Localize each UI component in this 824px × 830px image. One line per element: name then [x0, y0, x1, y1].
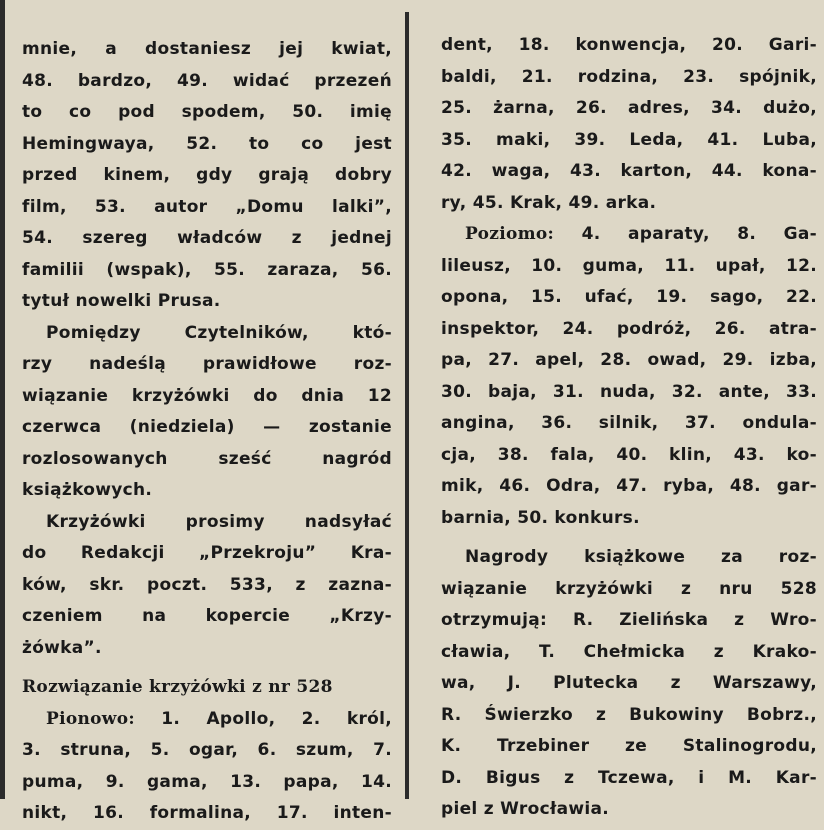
vertical-first-rest: 1. Apollo, 2. król, [161, 708, 392, 729]
solution-line: 42. waga, 43. karton, 44. kona- [441, 161, 817, 181]
prize-line: K. Trzebiner ze Stalinogrodu, [441, 736, 817, 756]
solution-line: 3. struna, 5. ogar, 6. szum, 7. [22, 740, 392, 760]
clue-line: przed kinem, gdy grają dobry [22, 165, 392, 185]
left-column [22, 0, 392, 830]
mailing-line: żówka”. [22, 637, 102, 658]
clue-line: tytuł nowelki Prusa. [22, 291, 221, 311]
clue-line: familii (wspak), 55. zaraza, 56. [22, 259, 392, 280]
mailing-line: Krzyżówki prosimy nadsyłać [46, 511, 392, 532]
mailing-line: ków, skr. poczt. 533, z zazna- [22, 574, 392, 595]
solution-line: puma, 9. gama, 13. papa, 14. [22, 771, 392, 792]
solution-line: 35. maki, 39. Leda, 41. Luba, [441, 129, 817, 150]
contest-line: rzy nadeślą prawidłowe roz- [22, 354, 392, 374]
prize-line: R. Świerzko z Bukowiny Bobrz., [441, 704, 817, 725]
horizontal-label: Poziomo: [465, 224, 555, 244]
mailing-line: do Redakcji „Przekroju” Kra- [22, 543, 392, 563]
clue-line: Hemingwaya, 52. to co jest [22, 133, 392, 154]
left-border-rule [0, 0, 5, 799]
prize-line: otrzymują: R. Zielińska z Wro- [441, 610, 817, 630]
contest-line: rozlosowanych sześć nagród [22, 448, 392, 469]
contest-line: książkowych. [22, 480, 153, 500]
solution-line: inspektor, 24. podróż, 26. atra- [441, 318, 817, 339]
clue-line: film, 53. autor „Domu lalki”, [22, 196, 392, 217]
clue-line: 48. bardzo, 49. widać przezeń [22, 70, 392, 91]
mailing-line: czeniem na kopercie „Krzy- [22, 606, 392, 626]
prize-line: Nagrody książkowe za roz- [465, 547, 817, 567]
solution-line: angina, 36. silnik, 37. ondula- [441, 413, 817, 433]
prize-line: D. Bigus z Tczewa, i M. Kar- [441, 767, 817, 788]
prize-line: cławia, T. Chełmicka z Krako- [441, 641, 817, 662]
solution-line: 30. baja, 31. nuda, 32. ante, 33. [441, 381, 817, 402]
solution-line: pa, 27. apel, 28. owad, 29. izba, [441, 350, 817, 370]
prize-line: piel z Wrocławia. [441, 799, 610, 819]
vertical-label: Pionowo: [46, 708, 135, 729]
solution-line: baldi, 21. rodzina, 23. spójnik, [441, 66, 817, 87]
solution-line: 25. żarna, 26. adres, 34. dużo, [441, 98, 817, 118]
solution-line: cja, 38. fala, 40. klin, 43. ko- [441, 444, 817, 465]
right-column [441, 0, 817, 826]
clue-line: mnie, a dostaniesz jej kwiat, [22, 39, 392, 59]
contest-line: czerwca (niedziela) — zostanie [22, 417, 392, 437]
solution-heading: Rozwiązanie krzyżówki z nr 528 [22, 677, 333, 697]
clue-line: 54. szereg władców z jednej [22, 228, 392, 248]
solution-line: opona, 15. ufać, 19. sago, 22. [441, 287, 817, 307]
contest-line: Pomiędzy Czytelników, któ- [46, 322, 392, 343]
prize-line: wa, J. Plutecka z Warszawy, [441, 673, 817, 693]
solution-line: lileusz, 10. guma, 11. upał, 12. [441, 255, 817, 276]
clue-line: to co pod spodem, 50. imię [22, 102, 392, 122]
horizontal-first-rest: 4. aparaty, 8. Ga- [581, 224, 817, 244]
prize-line: wiązanie krzyżówki z nru 528 [441, 578, 817, 599]
contest-line: wiązanie krzyżówki do dnia 12 [22, 385, 392, 406]
solution-line: nikt, 16. formalina, 17. inten- [22, 803, 392, 823]
column-divider [405, 12, 409, 799]
solution-line: ry, 45. Krak, 49. arka. [441, 192, 657, 213]
solution-line: mik, 46. Odra, 47. ryba, 48. gar- [441, 476, 817, 496]
vertical-first-line [22, 704, 392, 736]
solution-line: dent, 18. konwencja, 20. Gari- [441, 35, 817, 55]
horizontal-first-line [441, 219, 817, 251]
solution-line: barnia, 50. konkurs. [441, 507, 640, 528]
